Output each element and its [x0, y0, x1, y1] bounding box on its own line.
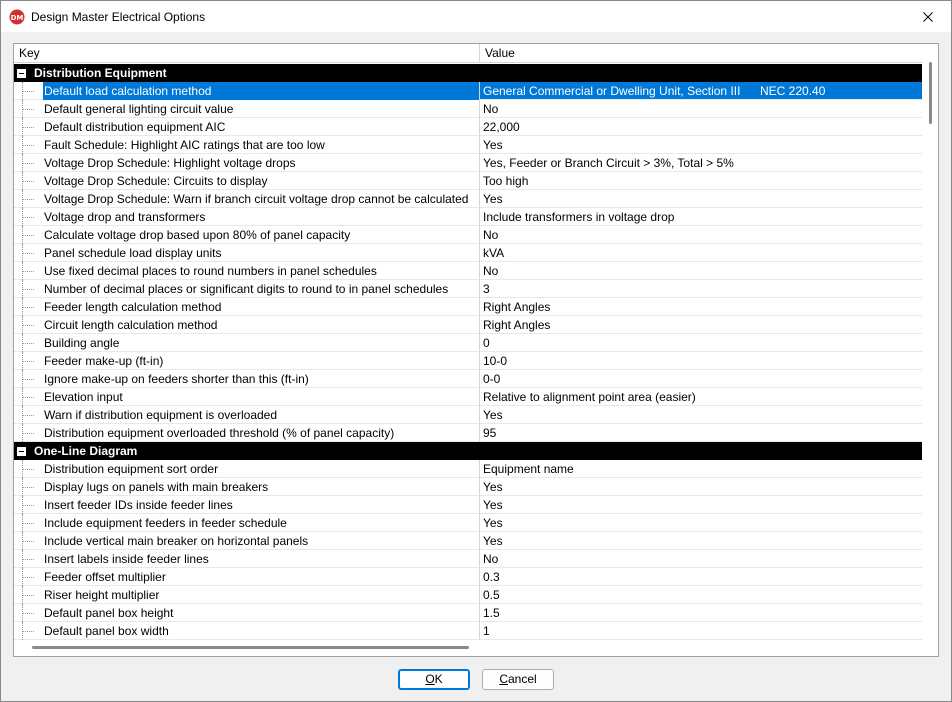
close-button[interactable] — [905, 1, 951, 32]
property-key-cell[interactable] — [14, 604, 480, 622]
tree-branch — [22, 523, 34, 524]
vertical-scrollbar[interactable] — [922, 44, 938, 640]
property-row[interactable] — [14, 262, 922, 280]
property-key: Voltage Drop Schedule: Highlight voltage drops — [44, 156, 296, 170]
property-value: No — [483, 102, 499, 116]
property-value: Yes — [483, 408, 503, 422]
property-key-cell[interactable] — [14, 388, 480, 406]
property-key-cell[interactable] — [14, 406, 480, 424]
property-key-cell[interactable] — [14, 550, 480, 568]
property-value-cell[interactable] — [480, 550, 922, 568]
tree-branch — [22, 253, 34, 254]
tree-branch — [22, 127, 34, 128]
grid-header — [14, 44, 938, 63]
property-value-cell[interactable] — [480, 82, 922, 100]
property-row[interactable] — [14, 82, 922, 100]
property-value-cell[interactable] — [480, 532, 922, 550]
property-key-cell[interactable] — [14, 136, 480, 154]
property-value: 0-0 — [483, 372, 501, 386]
property-row[interactable] — [14, 388, 922, 406]
property-row[interactable] — [14, 298, 922, 316]
tree-branch — [22, 307, 34, 308]
property-value: Yes, Feeder or Branch Circuit > 3%, Total > 5% — [483, 156, 734, 170]
property-value: Yes — [483, 138, 503, 152]
tree-branch — [22, 505, 34, 506]
property-value: Include transformers in voltage drop — [483, 210, 675, 224]
property-key: Voltage drop and transformers — [44, 210, 206, 224]
property-value: 95 — [483, 426, 497, 440]
property-value: kVA — [483, 246, 505, 260]
property-key-cell[interactable] — [14, 316, 480, 334]
property-key-cell[interactable] — [14, 460, 480, 478]
property-value: Too high — [483, 174, 529, 188]
property-row[interactable] — [14, 190, 922, 208]
property-row[interactable] — [14, 244, 922, 262]
property-row[interactable] — [14, 370, 922, 388]
property-row[interactable] — [14, 622, 922, 640]
property-key: Feeder offset multiplier — [44, 570, 166, 584]
property-value: Yes — [483, 498, 503, 512]
property-key-cell[interactable] — [14, 208, 480, 226]
property-value-cell[interactable] — [480, 208, 922, 226]
property-row[interactable] — [14, 406, 922, 424]
property-key-cell[interactable] — [14, 82, 480, 100]
tree-branch — [22, 325, 34, 326]
property-key-cell[interactable] — [14, 154, 480, 172]
collapse-icon[interactable] — [17, 69, 26, 78]
property-key-cell[interactable] — [14, 118, 480, 136]
property-row[interactable] — [14, 316, 922, 334]
property-value-cell[interactable] — [480, 136, 922, 154]
horizontal-scroll-thumb[interactable] — [32, 646, 469, 649]
property-key-cell[interactable] — [14, 244, 480, 262]
property-row[interactable] — [14, 172, 922, 190]
property-value-cell[interactable] — [480, 406, 922, 424]
tree-branch — [22, 415, 34, 416]
tree-branch — [22, 289, 34, 290]
tree-branch — [22, 235, 34, 236]
property-key-cell[interactable] — [14, 298, 480, 316]
property-key: Default distribution equipment AIC — [44, 120, 226, 134]
ok-button[interactable]: OK — [398, 669, 470, 690]
property-key: Use fixed decimal places to round numbers in panel schedules — [44, 264, 377, 278]
property-key-cell[interactable] — [14, 352, 480, 370]
property-value: 0.3 — [483, 570, 500, 584]
tree-branch — [22, 109, 34, 110]
tree-branch — [22, 631, 34, 632]
property-key: Default panel box height — [44, 606, 174, 620]
property-value-cell[interactable] — [480, 370, 922, 388]
property-value-cell[interactable] — [480, 352, 922, 370]
property-key: Building angle — [44, 336, 120, 350]
tree-branch — [22, 271, 34, 272]
property-value-cell[interactable] — [480, 622, 922, 640]
tree-branch — [22, 559, 34, 560]
tree-branch — [22, 91, 34, 92]
property-key-cell[interactable] — [14, 568, 480, 586]
category-label: One-Line Diagram — [34, 444, 138, 458]
category-row[interactable] — [14, 64, 922, 82]
property-row[interactable] — [14, 478, 922, 496]
tree-branch — [22, 613, 34, 614]
category-row[interactable] — [14, 442, 922, 460]
property-key: Panel schedule load display units — [44, 246, 222, 260]
tree-branch — [22, 343, 34, 344]
property-value: 1.5 — [483, 606, 500, 620]
tree-branch — [22, 397, 34, 398]
property-key: Include vertical main breaker on horizontal panels — [44, 534, 309, 548]
property-row[interactable] — [14, 136, 922, 154]
tree-branch — [22, 361, 34, 362]
tree-branch — [22, 379, 34, 380]
property-value: 0 — [483, 336, 490, 350]
property-row[interactable] — [14, 568, 922, 586]
property-value: General Commercial or Dwelling Unit, Section III — [483, 84, 741, 98]
property-key-cell[interactable] — [14, 334, 480, 352]
property-value-cell[interactable] — [480, 478, 922, 496]
tree-branch — [22, 181, 34, 182]
property-row[interactable] — [14, 532, 922, 550]
property-key-cell[interactable] — [14, 586, 480, 604]
property-key-cell[interactable] — [14, 172, 480, 190]
property-value: No — [483, 228, 499, 242]
property-row[interactable] — [14, 352, 922, 370]
tree-branch — [22, 217, 34, 218]
category-label: Distribution Equipment — [34, 66, 167, 80]
tree-branch — [22, 163, 34, 164]
property-value: Yes — [483, 192, 503, 206]
property-row[interactable] — [14, 586, 922, 604]
property-key: Distribution equipment sort order — [44, 462, 219, 476]
property-key-cell[interactable] — [14, 370, 480, 388]
property-row[interactable] — [14, 496, 922, 514]
property-value-cell[interactable] — [480, 586, 922, 604]
tree-branch — [22, 469, 34, 470]
property-value: 3 — [483, 282, 490, 296]
property-value-cell[interactable] — [480, 388, 922, 406]
property-key-cell[interactable] — [14, 478, 480, 496]
property-key-cell[interactable] — [14, 226, 480, 244]
horizontal-scrollbar[interactable] — [14, 640, 938, 656]
property-key: Feeder make-up (ft-in) — [44, 354, 164, 368]
tree-branch — [22, 541, 34, 542]
property-key-cell[interactable] — [14, 514, 480, 532]
property-value: Yes — [483, 516, 503, 530]
options-property-grid[interactable] — [13, 43, 939, 657]
property-value-cell[interactable] — [480, 262, 922, 280]
property-value: 10-0 — [483, 354, 508, 368]
property-value-cell[interactable] — [480, 568, 922, 586]
property-row[interactable] — [14, 514, 922, 532]
window-title: Design Master Electrical Options — [31, 10, 206, 24]
property-value-cell[interactable] — [480, 118, 922, 136]
tree-branch — [22, 433, 34, 434]
property-key: Ignore make-up on feeders shorter than this (ft-in) — [44, 372, 309, 386]
column-header-key[interactable]: Key — [14, 44, 480, 63]
property-key-cell[interactable] — [14, 496, 480, 514]
property-value-cell[interactable] — [480, 424, 922, 442]
property-key-cell[interactable] — [14, 280, 480, 298]
property-key: Include equipment feeders in feeder schedule — [44, 516, 287, 530]
tree-branch — [22, 145, 34, 146]
property-key: Insert labels inside feeder lines — [44, 552, 209, 566]
property-value: Equipment name — [483, 462, 574, 476]
property-value-reference: NEC 220.40 — [760, 84, 826, 98]
property-key-cell[interactable] — [14, 424, 480, 442]
property-key: Number of decimal places or significant digits to round to in panel schedules — [44, 282, 449, 296]
property-value: 22,000 — [483, 120, 520, 134]
property-row[interactable] — [14, 100, 922, 118]
property-value: Yes — [483, 534, 503, 548]
property-value: No — [483, 264, 499, 278]
property-value-cell[interactable] — [480, 460, 922, 478]
column-header-value[interactable]: Value — [485, 46, 515, 60]
property-key: Elevation input — [44, 390, 123, 404]
property-value-cell[interactable] — [480, 226, 922, 244]
property-row[interactable] — [14, 424, 922, 442]
property-value: No — [483, 552, 499, 566]
property-row[interactable] — [14, 460, 922, 478]
close-icon — [923, 12, 933, 22]
property-key: Default general lighting circuit value — [44, 102, 234, 116]
property-row[interactable] — [14, 208, 922, 226]
property-value: Relative to alignment point area (easier) — [483, 390, 696, 404]
design-master-app-icon — [9, 9, 25, 25]
property-row[interactable] — [14, 550, 922, 568]
property-value-cell[interactable] — [480, 514, 922, 532]
property-key: Voltage Drop Schedule: Circuits to display — [44, 174, 268, 188]
property-value-cell[interactable] — [480, 298, 922, 316]
property-key: Feeder length calculation method — [44, 300, 222, 314]
tree-branch — [22, 577, 34, 578]
tree-branch — [22, 487, 34, 488]
property-row[interactable] — [14, 280, 922, 298]
property-value-cell[interactable] — [480, 334, 922, 352]
property-row[interactable] — [14, 154, 922, 172]
property-key: Default load calculation method — [43, 82, 479, 100]
property-key: Default panel box width — [44, 624, 169, 638]
property-key-cell[interactable] — [14, 262, 480, 280]
property-value-cell[interactable] — [480, 280, 922, 298]
property-key-cell[interactable] — [14, 532, 480, 550]
property-key: Insert feeder IDs inside feeder lines — [44, 498, 233, 512]
property-value-cell[interactable] — [480, 316, 922, 334]
property-value-cell[interactable] — [480, 496, 922, 514]
property-key-cell[interactable] — [14, 190, 480, 208]
vertical-scroll-thumb[interactable] — [929, 62, 932, 124]
property-key: Display lugs on panels with main breakers — [44, 480, 269, 494]
svg-text:DM: DM — [10, 14, 24, 22]
property-value-cell[interactable] — [480, 172, 922, 190]
property-key: Warn if distribution equipment is overloaded — [44, 408, 278, 422]
property-key: Distribution equipment overloaded threshold (% of panel capacity) — [44, 426, 395, 440]
property-row[interactable] — [14, 118, 922, 136]
collapse-icon[interactable] — [17, 447, 26, 456]
property-key: Circuit length calculation method — [44, 318, 218, 332]
property-key-cell[interactable] — [14, 100, 480, 118]
property-key: Fault Schedule: Highlight AIC ratings that are too low — [44, 138, 325, 152]
property-value: Right Angles — [483, 300, 551, 314]
property-value: Right Angles — [483, 318, 551, 332]
property-key: Voltage Drop Schedule: Warn if branch circuit voltage drop cannot be calculated — [44, 192, 469, 206]
cancel-button[interactable]: Cancel — [482, 669, 554, 690]
property-value: Yes — [483, 480, 503, 494]
grid-rows — [14, 64, 922, 640]
tree-branch — [22, 595, 34, 596]
property-key: Calculate voltage drop based upon 80% of panel capacity — [44, 228, 351, 242]
property-value-cell[interactable] — [480, 604, 922, 622]
property-value-cell[interactable] — [480, 154, 922, 172]
property-row[interactable] — [14, 604, 922, 622]
property-key-cell[interactable] — [14, 622, 480, 640]
property-row[interactable] — [14, 334, 922, 352]
property-value-cell[interactable] — [480, 190, 922, 208]
scrollbar-corner — [922, 640, 938, 656]
property-value-cell[interactable] — [480, 100, 922, 118]
property-row[interactable] — [14, 226, 922, 244]
property-value: 0.5 — [483, 588, 500, 602]
property-value-cell[interactable] — [480, 244, 922, 262]
tree-branch — [22, 199, 34, 200]
property-value: 1 — [483, 624, 490, 638]
property-key: Riser height multiplier — [44, 588, 160, 602]
title-bar — [1, 1, 951, 32]
